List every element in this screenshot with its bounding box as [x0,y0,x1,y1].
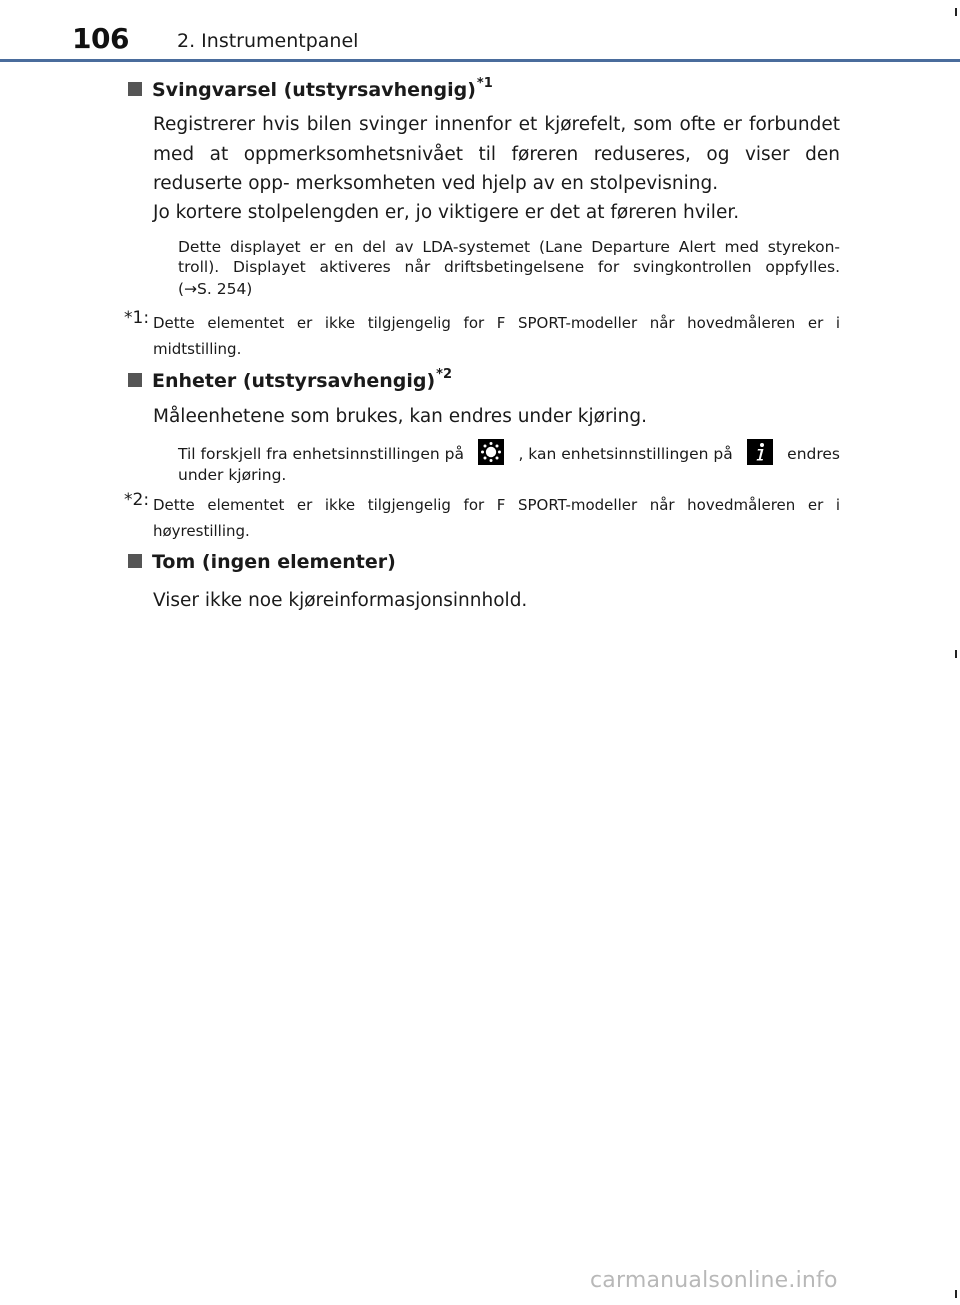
section-title: Enheter (utstyrsavhengig) [152,370,436,392]
note-line: troll). Displayet aktiveres når driftsbetingelsene for svingkontrollen oppfylles. [178,258,840,276]
note-text: , kan enhetsinnstillingen på [518,445,733,463]
note-text: Til forskjell fra enhetsinnstillingen på [178,445,465,463]
body-paragraph: Viser ikke noe kjøreinformasjonsinnhold. [153,590,528,611]
footnote-ref: *1 [476,76,493,91]
bullet-square-icon [128,554,142,568]
footnote-text: Dette elementet er ikke tilgjengelig for F SPORT-modeller når hovedmåleren er i [153,314,840,332]
section-heading-tom [128,551,396,573]
body-paragraph: Måleenhetene som brukes, kan endres under kjøring. [153,406,648,427]
note-line: (→S. 254) [178,280,253,298]
footnote-ref: *2 [436,367,453,382]
edge-mark [955,1290,957,1298]
body-paragraph: Jo kortere stolpelengden er, jo viktigere er det at føreren hviler. [153,202,740,223]
footnote-text: midtstilling. [153,340,242,358]
note-text: endres [787,445,840,463]
watermark: carmanualsonline.info [590,1268,838,1293]
footnote-text: høyrestilling. [153,522,250,540]
body-paragraph: Registrerer hvis bilen svinger innenfor et kjørefelt, som ofte er forbundet med at oppmerksomhetsnivået til føreren reduseres, og viser den reduserte opp- merksomheten ved hjelp av en stolpevisning. [153,114,840,194]
bullet-square-icon [128,373,142,387]
note-line-with-icons [178,441,840,467]
bullet-square-icon [128,82,142,96]
section-title: Svingvarsel (utstyrsavhengig) [152,79,476,101]
edge-mark [955,8,957,16]
page-number: 106 [72,22,129,55]
page-header [0,0,960,64]
footnote-text: Dette elementet er ikke tilgjengelig for F SPORT-modeller når hovedmåleren er i [153,496,840,514]
settings-gear-icon [478,439,504,465]
section-heading-enheter [128,367,452,392]
info-icon [747,439,773,465]
note-line: under kjøring. [178,466,287,484]
footnote-mark: *2: [124,490,150,510]
section-heading-svingvarsel [128,76,493,101]
note-line: Dette displayet er en del av LDA-systemet (Lane Departure Alert med styrekon- [178,238,840,256]
edge-mark [955,650,957,658]
section-title: Tom (ingen elementer) [152,551,396,573]
header-rule [0,59,960,62]
chapter-title: 2. Instrumentpanel [177,30,359,52]
footnote-mark: *1: [124,308,150,328]
